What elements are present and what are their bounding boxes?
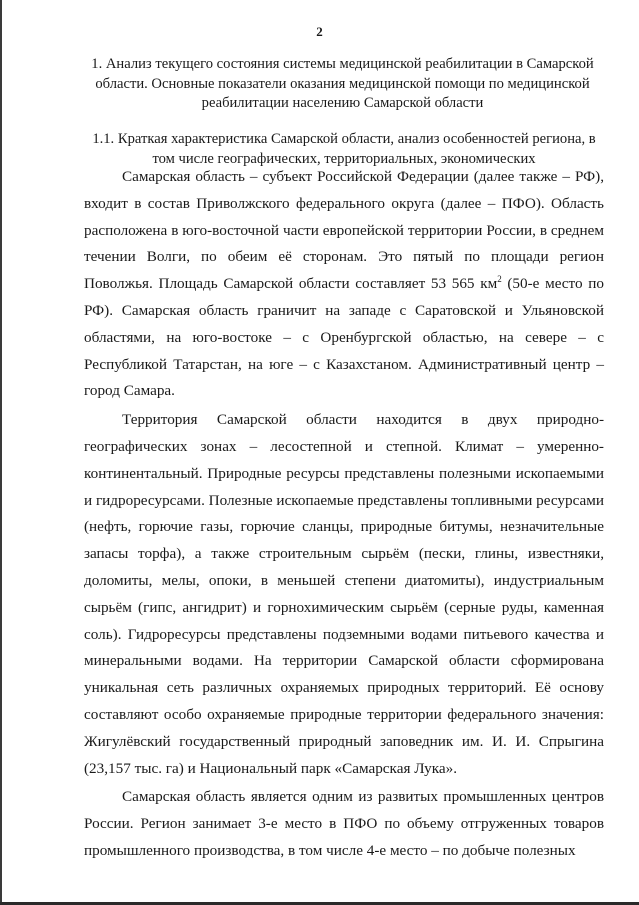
paragraph-industry: Самарская область является одним из развитых промышленных центров России. Регион занимает 3-е место в ПФО по объему отгруженных товаров промышленного производства, в том числе 4-е место – по добыче полезных — [84, 788, 604, 859]
section-heading: 1. Анализ текущего состояния системы медицинской реабилитации в Самарской области. Основные показатели оказания медицинской помощи по медицинской реабилитации населению Самарской области — [91, 56, 594, 111]
paragraph-text: (50-е место по РФ). Самарская область граничит на западе с Саратовской и Ульяновской областями, на юго-востоке – с Оренбургской областью, на севере – с Республикой Татарстан, на юге – с Казахстаном. Административный центр – город Самара. — [84, 275, 604, 400]
subsection-heading: 1.1. Краткая характеристика Самарской области, анализ особенностей региона, в том числе географических, территориальных, экономических — [92, 131, 596, 167]
body-text — [84, 164, 604, 865]
paragraph-text: Самарская область – субъект Российской Федерации (далее также – РФ), входит в состав Приволжского федерального округа (далее – ПФО). Область расположена в юго-восточной части европейской территории России, в среднем течении Волги, по обеим её сторонам. Это пятый по площади регион Поволжья. Площадь Самарской области составляет 53 565 км — [84, 168, 604, 293]
page-number: 2 — [316, 24, 323, 39]
scan-left-edge — [0, 0, 2, 905]
paragraph-natural-resources: Территория Самарской области находится в двух природно-географических зонах – лесостепной и степной. Климат – умеренно-континентальный. Природные ресурсы представлены полезными ископаемыми и гидроресурсами. Полезные ископаемые представлены топливными ресурсами (нефть, горючие газы, горючие сланцы, природные битумы, незначительные запасы торфа), а также строительным сырьём (пески, глины, известняки, доломиты, мелы, опоки, в меньшей степени диатомиты), индустриальным сырьём (гипс, ангидрит) и горнохимическим сырьём (серные руды, каменная соль). Гидроресурсы представлены подземными водами питьевого качества и минеральными водами. На территории Самарской области сформирована уникальная сеть различных охраняемых природных территорий. Её основу составляют особо охраняемые природные территории федерального значения: Жигулёвский государственный природный заповедник им. И. И. Спрыгина (23,157 тыс. га) и Национальный парк «Самарская Лука». — [84, 411, 604, 777]
paragraph-region-overview — [84, 164, 604, 405]
superscript: 2 — [497, 274, 502, 285]
